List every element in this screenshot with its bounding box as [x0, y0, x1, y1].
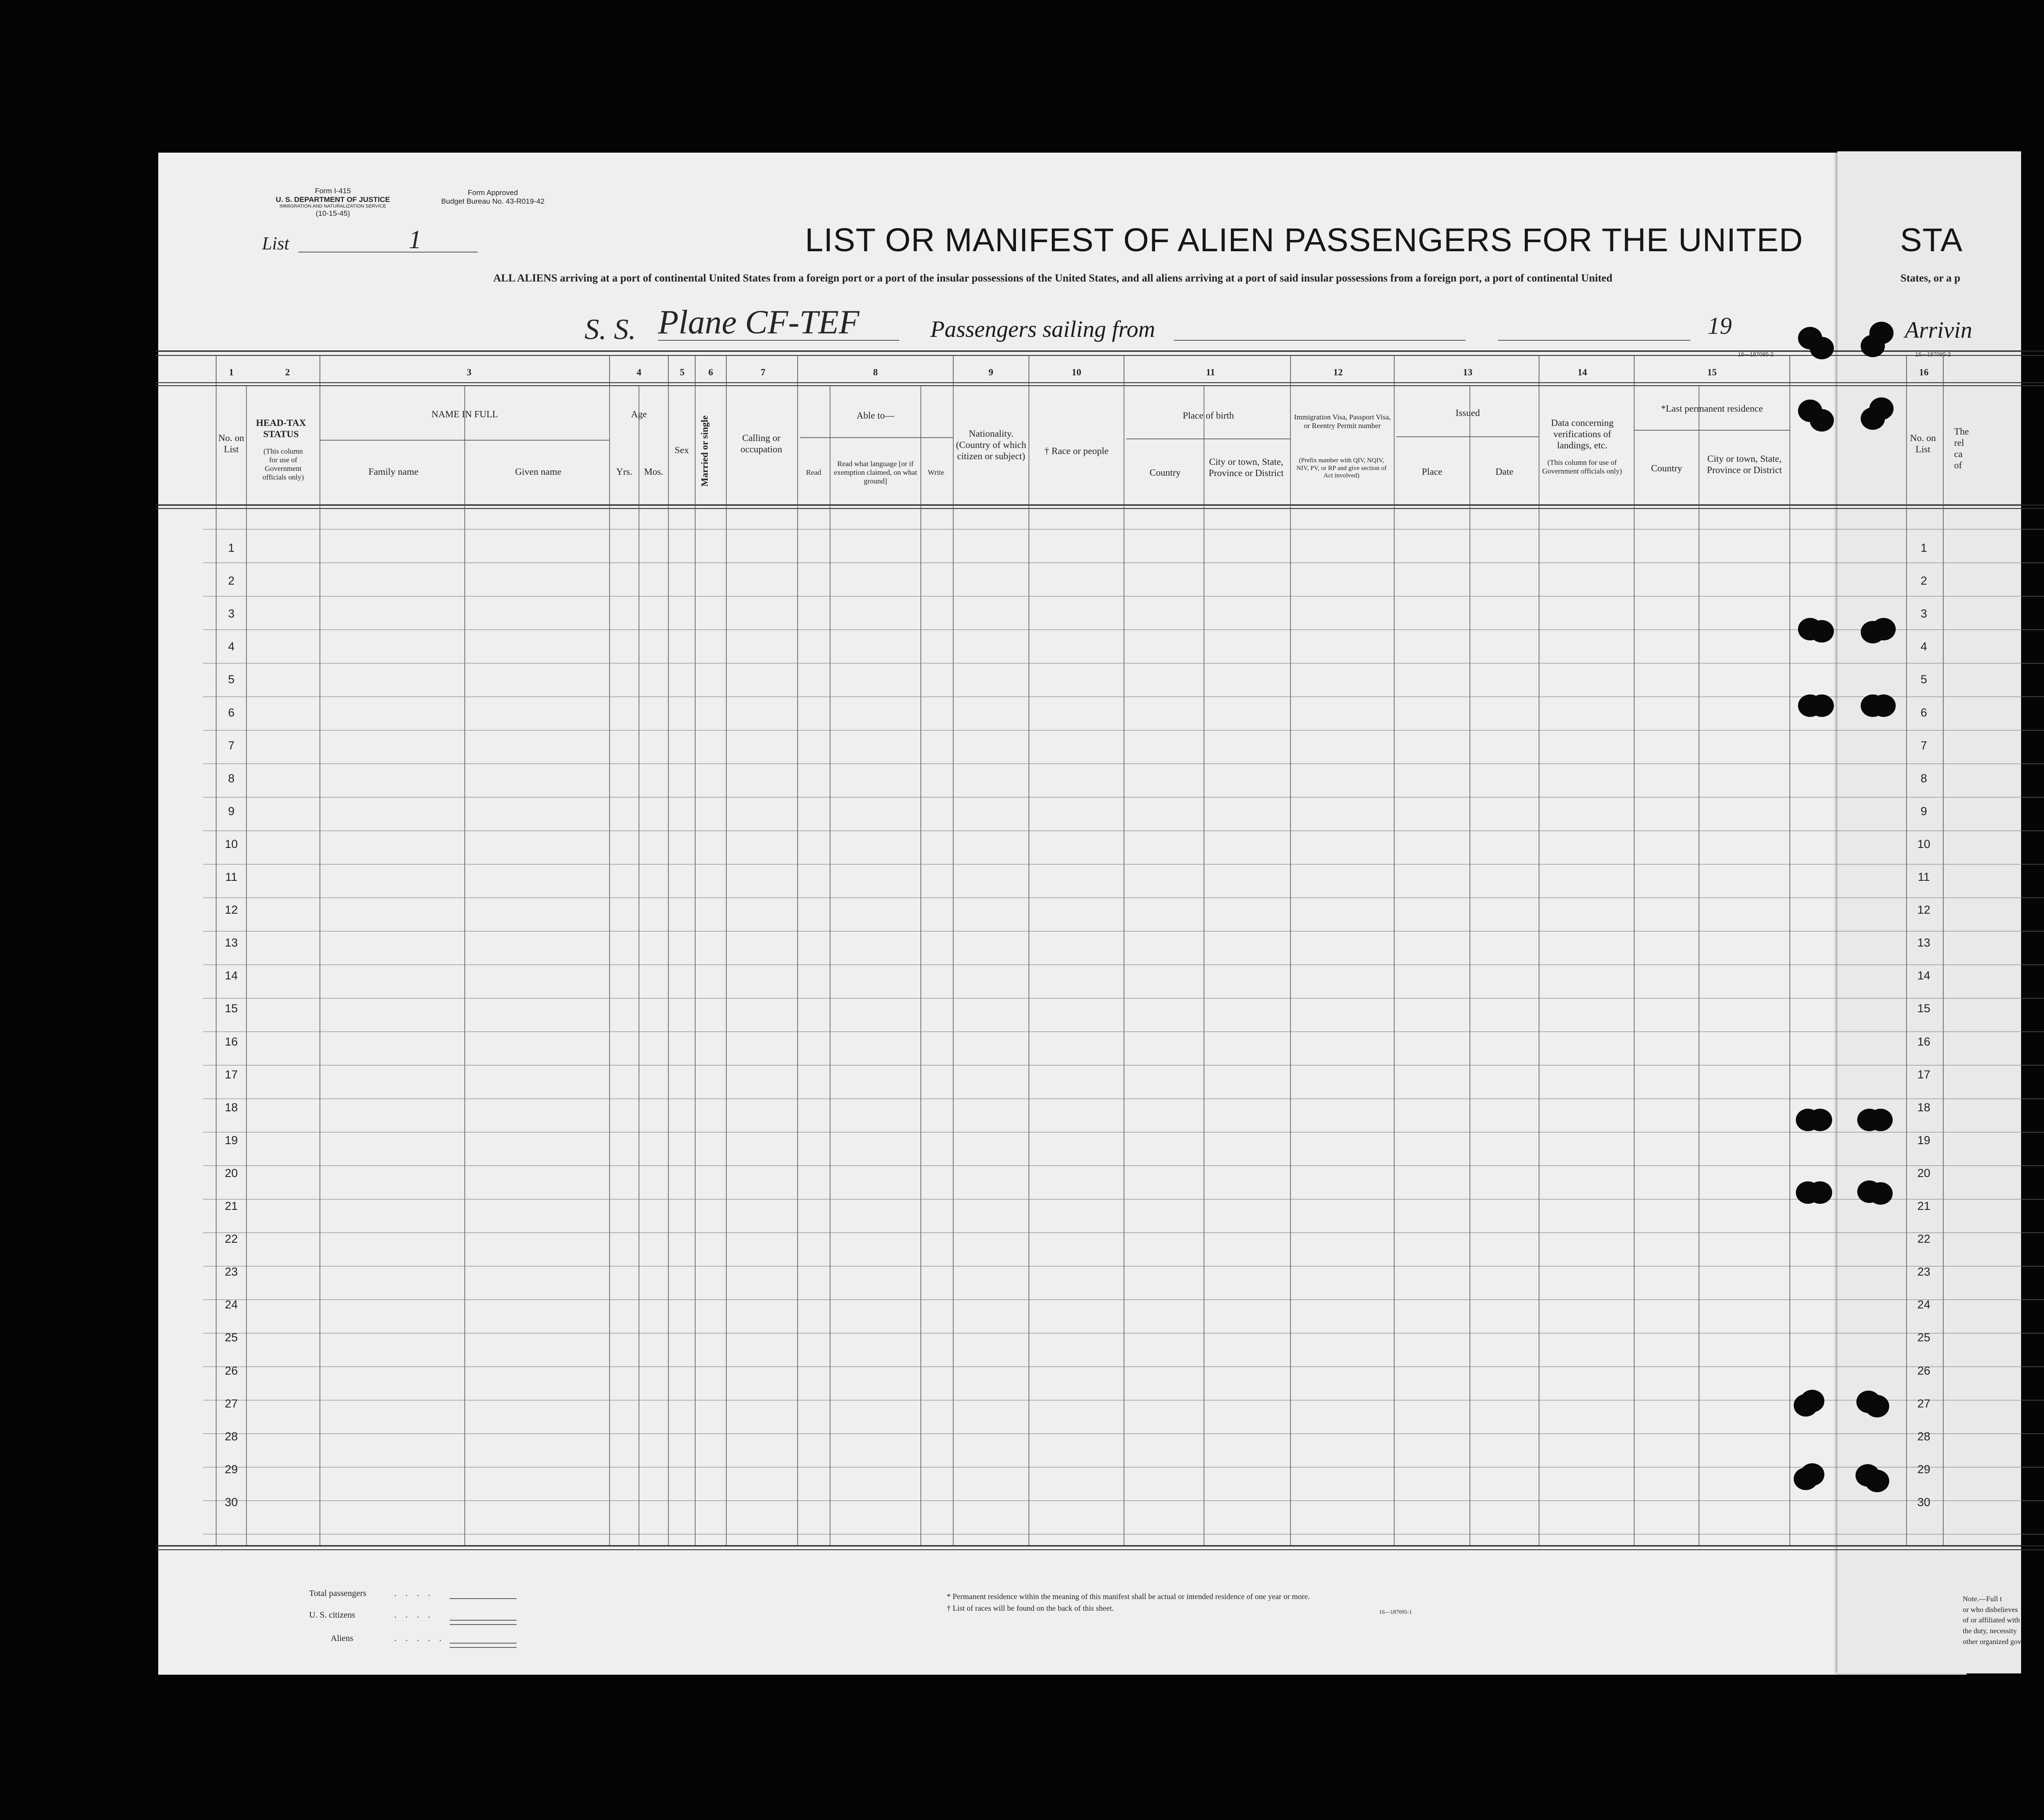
header-read: Read — [806, 468, 821, 477]
print-code: 16—187095-2 — [1915, 351, 1951, 358]
header-visa: Immigration Visa, Passport Visa, or Reentry Permit number — [1294, 413, 1391, 430]
row-number: 27 — [1917, 1397, 1931, 1410]
punch-hole — [1810, 620, 1834, 643]
header-age-months: Mos. — [644, 466, 664, 477]
row-number: 29 — [224, 1462, 238, 1476]
row-number: 10 — [224, 837, 238, 851]
punch-hole — [1810, 694, 1834, 717]
punch-hole — [1861, 407, 1885, 430]
header-read-language: Read what language [or if exemption claimed, on what ground] — [834, 460, 917, 486]
header-issued-place: Place — [1421, 466, 1443, 477]
row-number: 19 — [224, 1133, 238, 1147]
column-number: 8 — [873, 367, 878, 377]
footer-print-code: 16—187095-1 — [1379, 1609, 1412, 1615]
column-number: 14 — [1578, 367, 1587, 377]
header-age-years: Yrs. — [616, 466, 632, 477]
row-number: 23 — [224, 1265, 238, 1279]
header-issued: Issued — [1455, 407, 1480, 418]
row-number: 1 — [228, 541, 235, 554]
row-number: 9 — [228, 804, 235, 818]
approval-block — [428, 189, 558, 205]
row-number: 25 — [1917, 1331, 1931, 1344]
arriving-label: Arrivin — [1905, 317, 1972, 343]
header-visa-note: (Prefix number with QIV, NQIV, NIV, PV, or RP and give section of Act involved) — [1296, 457, 1387, 480]
row-number: 26 — [1917, 1364, 1931, 1377]
header-write: Write — [927, 468, 945, 477]
column-number: 15 — [1707, 367, 1717, 377]
row-number: 9 — [1920, 804, 1927, 818]
list-number: 1 — [409, 225, 422, 254]
row-number: 5 — [1920, 673, 1927, 686]
vessel-name: Plane CF-TEF — [658, 303, 859, 341]
row-number: 15 — [1917, 1002, 1931, 1015]
header-age: Age — [631, 409, 647, 419]
header-no-on-list: No. on List — [218, 432, 244, 454]
row-number: 13 — [1917, 936, 1931, 950]
row-number: 23 — [1917, 1265, 1931, 1279]
footer-note-right: Note.—Full t or who disbelieves of or affiliated with the duty, necessity other organized gov — [1963, 1595, 2022, 1646]
row-number: 24 — [1917, 1298, 1931, 1311]
column-number: 7 — [760, 367, 766, 377]
form-edition: (10-15-45) — [316, 209, 350, 218]
column-number: 4 — [636, 367, 642, 377]
row-number: 19 — [1917, 1133, 1931, 1147]
service-name: IMMIGRATION AND NATURALIZATION SERVICE — [279, 204, 386, 209]
header-family-name: Family name — [368, 466, 418, 477]
column-number: 11 — [1206, 367, 1215, 377]
header-head-tax-note: (This column for use of Government officials only) — [262, 447, 304, 482]
row-number: 14 — [224, 969, 238, 982]
punch-hole — [1865, 1470, 1889, 1492]
row-number: 30 — [1917, 1496, 1931, 1509]
form-block — [255, 187, 411, 218]
column-number: 6 — [708, 367, 713, 377]
form-number: Form I-415 — [315, 187, 351, 195]
footer-total-passengers: Total passengers — [309, 1589, 367, 1598]
row-number: 8 — [228, 771, 235, 785]
row-number: 16 — [224, 1035, 238, 1048]
row-number: 6 — [228, 706, 235, 719]
row-number: 29 — [1917, 1462, 1931, 1476]
row-number: 28 — [1917, 1430, 1931, 1443]
row-number: 12 — [224, 903, 238, 917]
header-name-in-full: NAME IN FULL — [431, 409, 498, 419]
footnote-races: † List of races will be found on the back of this sheet. — [947, 1604, 1114, 1612]
form-approved: Form Approved — [467, 189, 518, 197]
header-residence-city: City or town, State, Province or District — [1707, 453, 1782, 475]
row-number: 28 — [224, 1430, 238, 1443]
row-number: 26 — [224, 1364, 238, 1377]
punch-hole — [1800, 1390, 1824, 1412]
row-number: 5 — [228, 673, 235, 686]
row-number: 10 — [1917, 837, 1931, 851]
sailing-from-label: Passengers sailing from — [930, 316, 1156, 342]
punch-hole — [1868, 1182, 1893, 1205]
header-birth-city: City or town, State, Province or District — [1208, 456, 1284, 478]
header-head-tax: HEAD-TAX STATUS — [256, 417, 306, 439]
row-number: 22 — [224, 1232, 238, 1246]
header-given-name: Given name — [515, 466, 562, 477]
header-no-on-list-right: No. on List — [1910, 432, 1936, 454]
row-number: 18 — [224, 1100, 238, 1114]
header-right-partial: The rel ca of — [1954, 426, 1969, 470]
header-data-note: (This column for use of Government officials only) — [1542, 458, 1622, 476]
punch-hole — [1865, 1395, 1889, 1417]
row-number: 14 — [1917, 969, 1931, 982]
row-number: 17 — [224, 1068, 238, 1081]
row-number: 12 — [1917, 903, 1931, 917]
row-number: 11 — [1917, 870, 1930, 884]
row-number: 21 — [224, 1199, 238, 1213]
header-last-residence: *Last permanent residence — [1661, 403, 1763, 414]
row-number: 6 — [1920, 706, 1927, 719]
punch-hole — [1872, 618, 1896, 640]
header-issued-date: Date — [1495, 466, 1514, 477]
punch-hole — [1872, 694, 1896, 717]
header-able-to: Able to— — [856, 410, 894, 421]
punch-hole — [1800, 1463, 1824, 1486]
header-married-or-single: Married or single — [699, 415, 710, 487]
department-name: U. S. DEPARTMENT OF JUSTICE — [275, 195, 390, 204]
row-number: 3 — [228, 607, 235, 621]
row-number: 4 — [1920, 640, 1927, 653]
header-calling: Calling or occupation — [740, 432, 782, 454]
vessel-prefix: S. S. — [584, 313, 636, 345]
row-number: 1 — [1920, 541, 1927, 554]
punch-hole — [1810, 409, 1834, 432]
row-number: 16 — [1917, 1035, 1931, 1048]
header-birth-country: Country — [1149, 467, 1181, 478]
row-number: 30 — [224, 1496, 238, 1509]
column-number: 2 — [285, 367, 290, 377]
footnote-residence: * Permanent residence within the meaning of this manifest shall be actual or intended residence of one year or more. — [947, 1592, 1310, 1601]
row-number: 17 — [1917, 1068, 1931, 1081]
row-number: 20 — [1917, 1166, 1931, 1180]
row-number: 3 — [1920, 607, 1927, 621]
subtitle: ALL ALIENS arriving at a port of continental United States from a foreign port or a port of the insular possessions of the United States, and all aliens arriving at a port of said insular possessions from a foreign port, a port of continental United — [493, 272, 1613, 284]
row-number: 25 — [224, 1331, 238, 1344]
row-number: 7 — [1920, 739, 1927, 752]
row-number: 11 — [225, 870, 238, 884]
punch-hole — [1810, 337, 1834, 359]
row-number: 18 — [1917, 1100, 1931, 1114]
column-number: 12 — [1333, 367, 1343, 377]
header-race: † Race or people — [1044, 445, 1109, 456]
column-number: 13 — [1463, 367, 1472, 377]
year-prefix: 19 — [1708, 313, 1732, 339]
row-number: 2 — [1920, 574, 1927, 588]
budget-number: Budget Bureau No. 43-R019-42 — [441, 197, 545, 205]
page-title: LIST OR MANIFEST OF ALIEN PASSENGERS FOR THE UNITED — [805, 222, 1803, 259]
row-number: 21 — [1917, 1199, 1931, 1213]
row-number: 8 — [1920, 771, 1927, 785]
row-number: 22 — [1917, 1232, 1931, 1246]
footer-aliens: Aliens — [331, 1634, 354, 1643]
header-residence-country: Country — [1651, 463, 1683, 473]
column-number: 5 — [680, 367, 685, 377]
row-number: 24 — [224, 1298, 238, 1311]
row-number: 7 — [228, 739, 235, 752]
punch-hole — [1808, 1181, 1832, 1204]
print-code: 16—187095-2 — [1738, 351, 1774, 358]
row-number: 27 — [224, 1397, 238, 1410]
punch-hole — [1869, 322, 1894, 344]
row-number: 15 — [224, 1002, 238, 1015]
column-number: 10 — [1072, 367, 1081, 377]
column-number: 3 — [466, 367, 472, 377]
column-number: 9 — [988, 367, 993, 377]
punch-hole — [1808, 1109, 1832, 1131]
footer-us-citizens: U. S. citizens — [309, 1610, 355, 1620]
column-number: 1 — [229, 367, 234, 377]
row-number: 4 — [228, 640, 235, 653]
subtitle-continued: States, or a p — [1900, 272, 1961, 284]
header-place-of-birth: Place of birth — [1182, 410, 1234, 421]
header-nationality: Nationality. (Country of which citizen or subject) — [956, 428, 1026, 461]
header-data-landings: Data concerning verifications of landings, etc. — [1551, 417, 1614, 451]
row-number: 20 — [224, 1166, 238, 1180]
header-sex: Sex — [674, 445, 689, 455]
page-title-continued: STA — [1900, 222, 1963, 259]
row-number: 2 — [228, 574, 235, 588]
column-number: 16 — [1919, 367, 1929, 377]
list-label: List — [262, 234, 290, 254]
punch-hole — [1868, 1109, 1893, 1131]
row-number: 13 — [224, 936, 238, 950]
